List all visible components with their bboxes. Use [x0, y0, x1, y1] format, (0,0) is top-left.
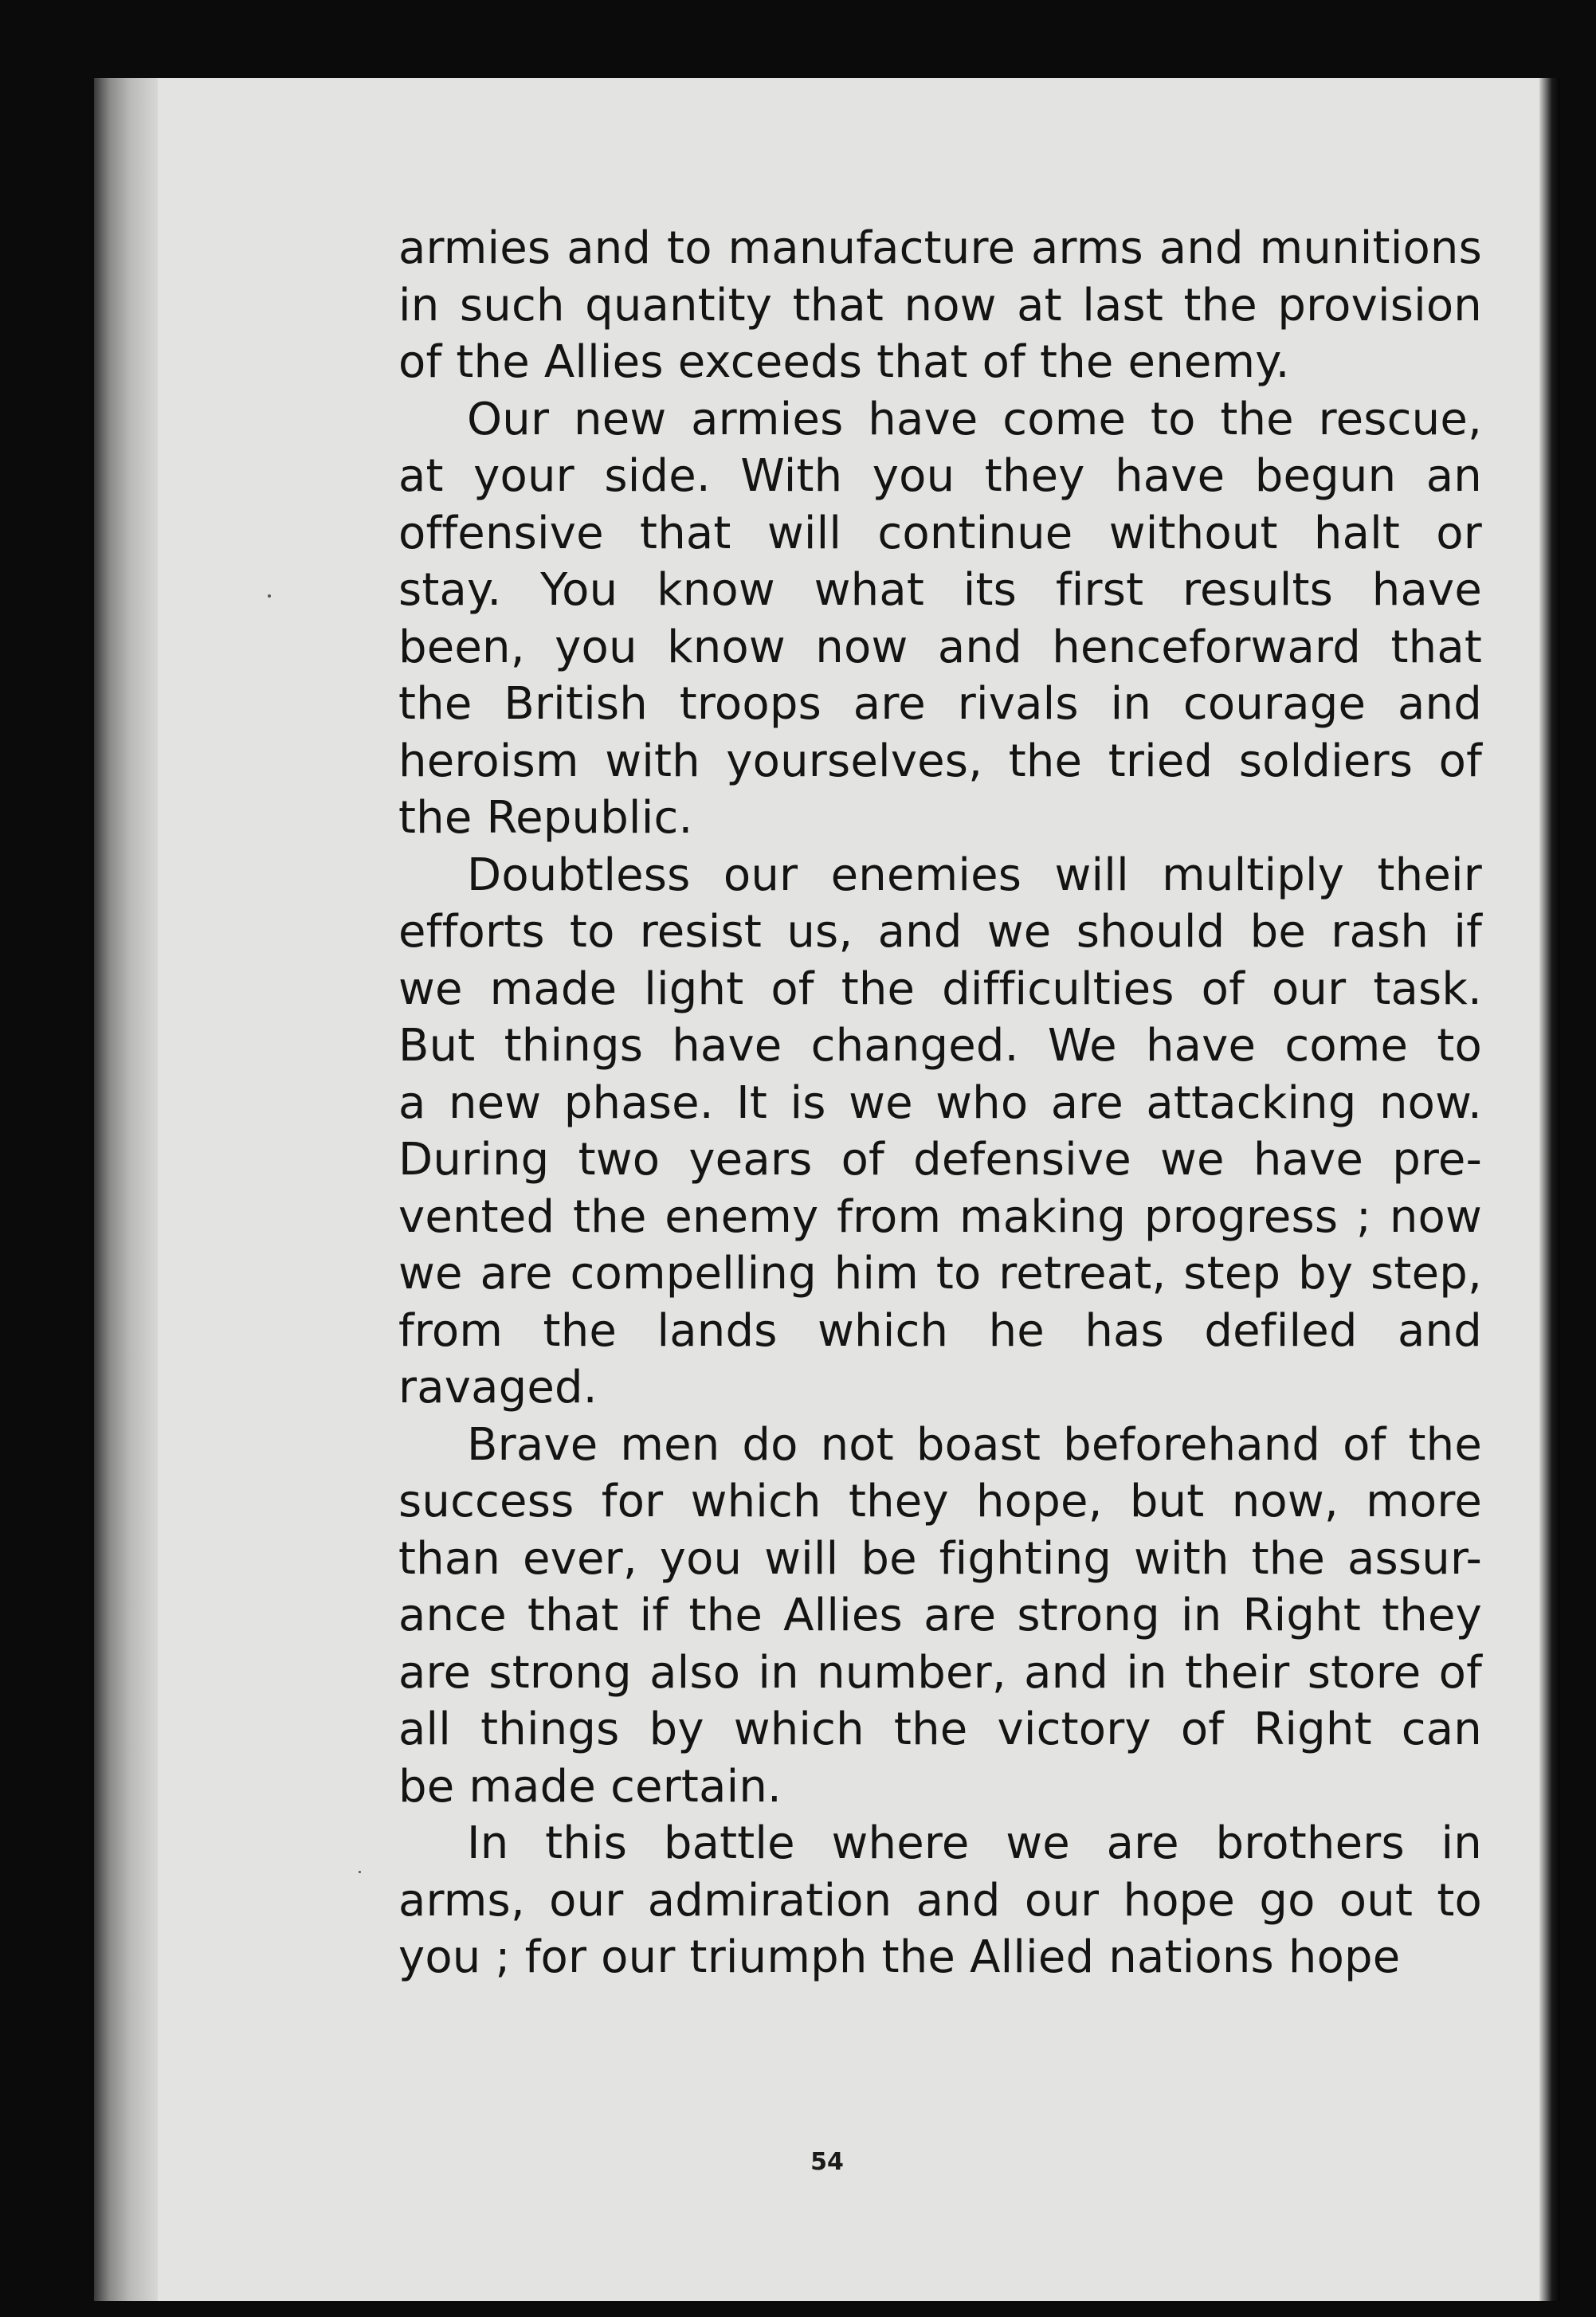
text-line: heroism with yourselves, the tried soldiers of [398, 735, 1482, 787]
paragraph [398, 847, 1482, 1417]
text-line: a new phase. It is we who are attacking now. [398, 1076, 1482, 1129]
text-line: stay. You know what its first results have [398, 564, 1482, 616]
text-line: the Republic. [398, 792, 693, 844]
paper-speck [268, 594, 271, 598]
text-line: we made light of the difficulties of our task. [398, 962, 1482, 1015]
text-line: In this battle where we are brothers in [467, 1817, 1482, 1869]
text-line: than ever, you will be fighting with the assur- [398, 1532, 1482, 1585]
paragraph [398, 220, 1482, 391]
text-line: you ; for our triumph the Allied nations hope [398, 1931, 1401, 1983]
text-line: Doubtless our enemies will multiply their [467, 849, 1482, 901]
text-line: success for which they hope, but now, more [398, 1476, 1482, 1527]
text-line: vented the enemy from making progress ; now [398, 1190, 1482, 1243]
paper-speck [359, 1871, 361, 1873]
text-line: are strong also in number, and in their store of [398, 1646, 1482, 1699]
text-line: of the Allies exceeds that of the enemy. [398, 336, 1290, 388]
page-number: 54 [810, 2148, 844, 2176]
text-line: efforts to resist us, and we should be rash if [398, 906, 1482, 958]
text-line: But things have changed. We have come to [398, 1020, 1482, 1072]
text-line: ravaged. [398, 1362, 598, 1413]
text-line: in such quantity that now at last the provision [398, 279, 1482, 331]
page-gutter [94, 78, 158, 2301]
book-page [94, 78, 1560, 2301]
text-line: During two years of defensive we have pre- [398, 1134, 1482, 1186]
paragraph [398, 1417, 1482, 1816]
text-line: all things by which the victory of Right can [398, 1703, 1482, 1755]
text-line: arms, our admiration and our hope go out to [398, 1874, 1482, 1927]
text-line: Brave men do not boast beforehand of the [467, 1418, 1482, 1471]
text-line: from the lands which he has defiled and [398, 1304, 1482, 1357]
text-line: we are compelling him to retreat, step by step, [398, 1248, 1482, 1300]
text-line: the British troops are rivals in courage and [398, 678, 1482, 730]
text-line: Our new armies have come to the rescue, [467, 393, 1482, 445]
text-line: ance that if the Allies are strong in Right they [398, 1590, 1482, 1641]
paragraph [398, 1815, 1482, 1986]
text-line: offensive that will continue without halt or [398, 507, 1482, 559]
paragraph [398, 391, 1482, 847]
text-line: at your side. With you they have begun an [398, 450, 1482, 502]
page-right-edge [1539, 78, 1560, 2301]
body-text [398, 220, 1482, 1986]
text-line: be made certain. [398, 1760, 782, 1813]
text-line: been, you know now and henceforward that [398, 621, 1482, 673]
text-line: armies and to manufacture arms and munitions [398, 222, 1482, 274]
